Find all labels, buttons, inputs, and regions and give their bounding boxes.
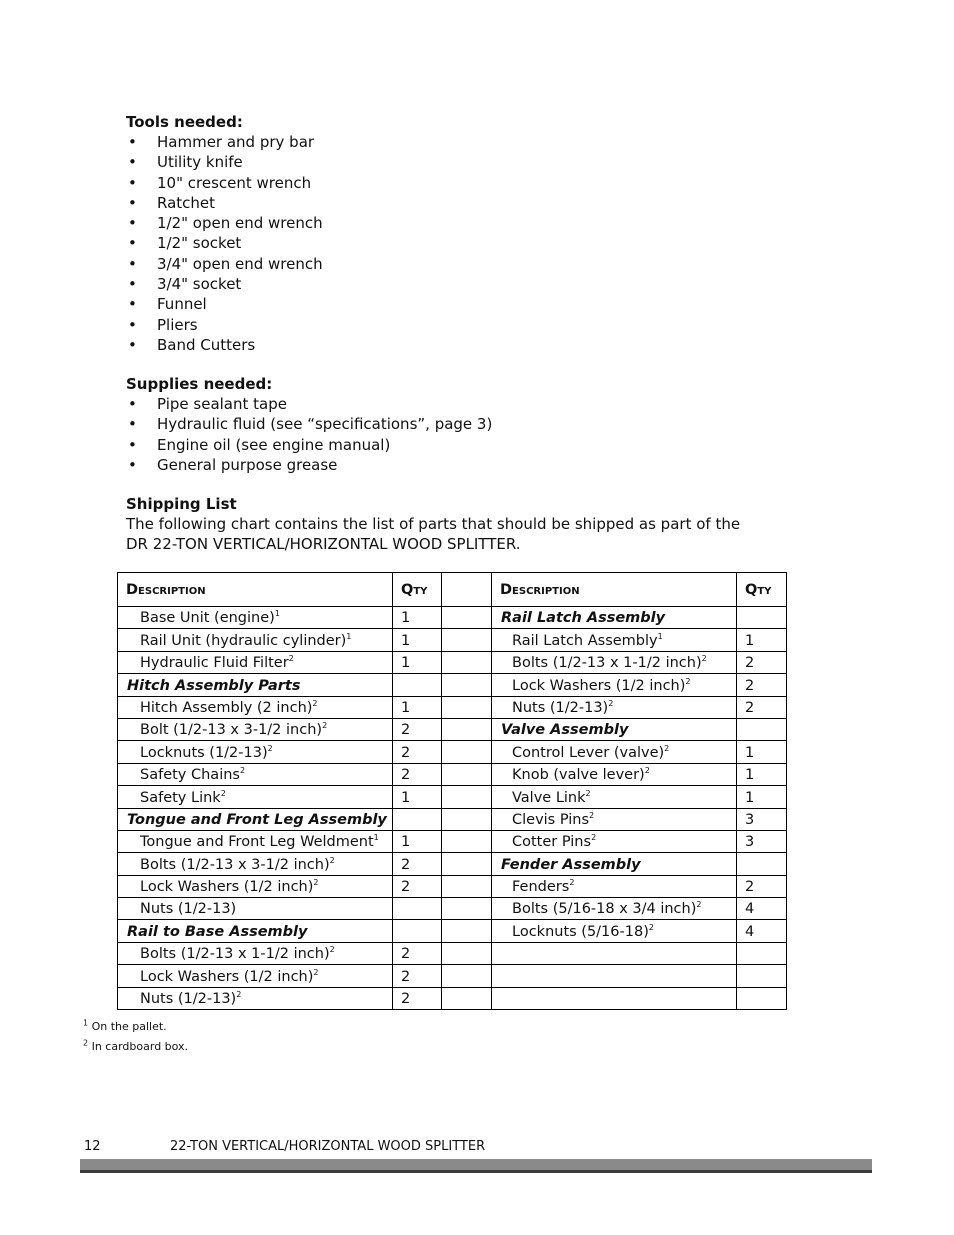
part-name: Bolts (1/2-13 x 3-1/2 inch) xyxy=(140,856,330,873)
column-gap xyxy=(442,920,492,942)
part-name: Lock Washers (1/2 inch) xyxy=(140,968,314,985)
footnote-ref: 2 xyxy=(267,743,273,753)
part-name: Locknuts (5/16-18) xyxy=(512,923,649,940)
part-name: Rail to Base Assembly xyxy=(127,923,308,940)
part-qty: 2 xyxy=(737,875,787,897)
part-name: Bolts (1/2-13 x 1-1/2 inch) xyxy=(512,655,702,672)
shipping-heading: Shipping List xyxy=(126,495,237,513)
footnote-ref: 2 xyxy=(589,811,595,821)
part-name: Lock Washers (1/2 inch) xyxy=(140,879,314,896)
footnote-2-text: In cardboard box. xyxy=(91,1040,189,1053)
tools-list-item: • Hammer and pry bar xyxy=(126,132,323,152)
part-qty xyxy=(737,607,787,629)
column-gap xyxy=(442,898,492,920)
column-gap xyxy=(442,741,492,763)
footnote-1-mark: 1 xyxy=(83,1018,89,1028)
part-qty: 1 xyxy=(737,629,787,651)
part-name: Rail Latch Assembly xyxy=(501,610,666,627)
footnote-ref: 2 xyxy=(664,743,670,753)
part-qty xyxy=(737,718,787,740)
column-gap xyxy=(442,853,492,875)
part-name: Rail Unit (hydraulic cylinder) xyxy=(140,632,347,649)
part-qty: 1 xyxy=(393,651,442,673)
part-description xyxy=(492,875,737,897)
part-description xyxy=(492,629,737,651)
part-description xyxy=(118,965,393,987)
part-description xyxy=(492,987,737,1009)
tools-list-item: • 1/2" socket xyxy=(126,233,323,253)
part-description xyxy=(118,763,393,785)
part-qty: 2 xyxy=(393,763,442,785)
table-row xyxy=(118,607,787,629)
column-gap xyxy=(442,786,492,808)
column-gap xyxy=(442,763,492,785)
part-description xyxy=(492,741,737,763)
table-row xyxy=(118,808,787,830)
part-qty: 1 xyxy=(393,607,442,629)
header-gap xyxy=(442,573,492,607)
part-qty: 2 xyxy=(393,875,442,897)
column-gap xyxy=(442,830,492,852)
footnote-ref: 2 xyxy=(685,676,691,686)
table-header-row xyxy=(118,573,787,607)
footnote-1-text: On the pallet. xyxy=(91,1020,167,1033)
table-row xyxy=(118,674,787,696)
header-description-left: Description xyxy=(118,573,393,607)
table-row xyxy=(118,875,787,897)
table-row xyxy=(118,942,787,964)
table-row xyxy=(118,763,787,785)
part-name: Nuts (1/2-13) xyxy=(140,991,237,1008)
group-heading xyxy=(492,853,737,875)
footnote-2-mark: 2 xyxy=(83,1038,89,1048)
footnote-ref: 2 xyxy=(701,654,707,664)
footnote-ref: 2 xyxy=(239,766,246,776)
footnote-ref: 2 xyxy=(569,878,575,888)
part-qty: 2 xyxy=(393,987,442,1009)
tools-list-item: • Utility knife xyxy=(126,152,323,172)
part-description xyxy=(118,875,393,897)
supplies-list-item: • General purpose grease xyxy=(126,455,492,475)
supplies-list-item: • Pipe sealant tape xyxy=(126,394,492,414)
footnote-ref: 2 xyxy=(329,855,335,865)
tools-list-item: • Pliers xyxy=(126,315,323,335)
part-name: Hydraulic Fluid Filter xyxy=(140,655,289,672)
part-qty: 2 xyxy=(393,853,442,875)
part-name: Knob (valve lever) xyxy=(512,767,645,784)
header-qty-left: Qty xyxy=(393,573,442,607)
part-name: Lock Washers (1/2 inch) xyxy=(512,677,686,694)
part-qty: 1 xyxy=(393,696,442,718)
group-heading xyxy=(118,920,393,942)
part-qty: 2 xyxy=(393,942,442,964)
tools-list-item: • Band Cutters xyxy=(126,335,323,355)
shipping-intro-line-1: The following chart contains the list of parts that should be shipped as part of the xyxy=(126,515,741,533)
part-qty xyxy=(737,987,787,1009)
page-number: 12 xyxy=(84,1139,101,1154)
part-description xyxy=(118,607,393,629)
part-name: Hitch Assembly Parts xyxy=(127,677,301,694)
group-heading xyxy=(492,718,737,740)
shipping-section xyxy=(126,494,740,554)
footnote-ref: 2 xyxy=(312,699,318,709)
part-qty: 1 xyxy=(737,763,787,785)
part-qty xyxy=(737,942,787,964)
part-name: Base Unit (engine) xyxy=(140,610,275,627)
footnote-ref: 2 xyxy=(236,990,242,1000)
footnote-ref: 2 xyxy=(220,788,226,798)
part-description xyxy=(492,763,737,785)
part-description xyxy=(492,942,737,964)
footnote-ref: 2 xyxy=(313,967,319,977)
part-description xyxy=(492,830,737,852)
part-description xyxy=(492,965,737,987)
footnote-2 xyxy=(83,1040,188,1054)
table-row xyxy=(118,696,787,718)
part-description xyxy=(118,830,393,852)
tools-list-item: • Ratchet xyxy=(126,193,323,213)
tools-section xyxy=(126,112,323,355)
table-row xyxy=(118,629,787,651)
tools-list-item: • Funnel xyxy=(126,294,323,314)
supplies-list-item: • Hydraulic fluid (see “specifications”, page 3) xyxy=(126,414,492,434)
part-description xyxy=(492,674,737,696)
table-row xyxy=(118,965,787,987)
part-name: Hitch Assembly (2 inch) xyxy=(140,699,313,716)
part-qty: 1 xyxy=(737,786,787,808)
tools-list-item: • 10" crescent wrench xyxy=(126,173,323,193)
part-name: Bolt (1/2-13 x 3-1/2 inch) xyxy=(140,722,323,739)
table-row xyxy=(118,853,787,875)
part-qty xyxy=(393,808,442,830)
column-gap xyxy=(442,696,492,718)
group-heading xyxy=(492,607,737,629)
part-name: Bolts (1/2-13 x 1-1/2 inch) xyxy=(140,946,330,963)
part-name: Nuts (1/2-13) xyxy=(140,901,237,918)
part-name: Valve Link xyxy=(512,789,586,806)
footnote-ref: 2 xyxy=(696,900,702,910)
part-name: Tongue and Front Leg Weldment xyxy=(140,834,374,851)
shipping-intro-line-2: DR 22-TON VERTICAL/HORIZONTAL WOOD SPLITTER. xyxy=(126,535,521,553)
part-name: Tongue and Front Leg Assembly xyxy=(127,811,387,828)
part-name: Control Lever (valve) xyxy=(512,744,665,761)
part-description xyxy=(492,651,737,673)
part-qty: 2 xyxy=(737,674,787,696)
table-row xyxy=(118,830,787,852)
footnote-ref: 1 xyxy=(346,631,352,641)
column-gap xyxy=(442,808,492,830)
column-gap xyxy=(442,607,492,629)
part-qty xyxy=(737,965,787,987)
part-qty: 2 xyxy=(737,651,787,673)
column-gap xyxy=(442,875,492,897)
table-row xyxy=(118,987,787,1009)
part-name: Bolts (5/16-18 x 3/4 inch) xyxy=(512,901,697,918)
group-heading xyxy=(118,674,393,696)
footnote-ref: 2 xyxy=(288,654,294,664)
part-name: Nuts (1/2-13) xyxy=(512,699,609,716)
part-qty: 2 xyxy=(393,965,442,987)
part-name: Valve Assembly xyxy=(501,722,629,739)
part-description xyxy=(118,987,393,1009)
footnote-ref: 1 xyxy=(274,609,280,619)
part-description xyxy=(118,942,393,964)
supplies-list-item: • Engine oil (see engine manual) xyxy=(126,435,492,455)
table-row xyxy=(118,898,787,920)
part-qty: 1 xyxy=(393,786,442,808)
part-qty: 4 xyxy=(737,920,787,942)
footnote-ref: 2 xyxy=(648,923,654,933)
part-qty: 2 xyxy=(393,718,442,740)
footnote-ref: 2 xyxy=(644,766,650,776)
column-gap xyxy=(442,965,492,987)
part-name: Safety Chains xyxy=(140,767,240,784)
tools-heading: Tools needed: xyxy=(126,113,243,131)
footer-bar xyxy=(80,1159,872,1170)
part-description xyxy=(118,853,393,875)
tools-list-item: • 3/4" open end wrench xyxy=(126,254,323,274)
part-name: Cotter Pins xyxy=(512,834,592,851)
part-qty xyxy=(393,674,442,696)
tools-list-item: • 1/2" open end wrench xyxy=(126,213,323,233)
part-name: Rail Latch Assembly xyxy=(512,632,658,649)
part-name: Clevis Pins xyxy=(512,811,590,828)
table-row xyxy=(118,651,787,673)
part-description xyxy=(118,741,393,763)
part-qty: 3 xyxy=(737,830,787,852)
part-qty: 2 xyxy=(737,696,787,718)
footer-bar-shadow xyxy=(80,1170,872,1173)
part-name: Locknuts (1/2-13) xyxy=(140,744,268,761)
part-qty: 1 xyxy=(737,741,787,763)
header-qty-right: Qty xyxy=(737,573,787,607)
part-description xyxy=(118,629,393,651)
part-description xyxy=(118,718,393,740)
part-qty: 1 xyxy=(393,629,442,651)
footnote-1 xyxy=(83,1020,167,1034)
tools-list-item: • 3/4" socket xyxy=(126,274,323,294)
part-qty: 2 xyxy=(393,741,442,763)
footnote-ref: 1 xyxy=(657,631,663,641)
part-description xyxy=(492,696,737,718)
part-name: Safety Link xyxy=(140,789,221,806)
group-heading xyxy=(118,808,393,830)
part-name: Fenders xyxy=(512,879,570,896)
shipping-table xyxy=(117,572,787,1010)
table-row xyxy=(118,920,787,942)
table-row xyxy=(118,741,787,763)
footnote-ref: 2 xyxy=(313,878,319,888)
part-description xyxy=(492,920,737,942)
part-description xyxy=(492,898,737,920)
part-qty: 4 xyxy=(737,898,787,920)
column-gap xyxy=(442,987,492,1009)
footnote-ref: 2 xyxy=(608,699,614,709)
supplies-heading: Supplies needed: xyxy=(126,375,273,393)
column-gap xyxy=(442,629,492,651)
part-description xyxy=(118,696,393,718)
footer-title: 22-TON VERTICAL/HORIZONTAL WOOD SPLITTER xyxy=(170,1139,486,1154)
supplies-section xyxy=(126,374,492,475)
part-description xyxy=(118,786,393,808)
part-description xyxy=(118,898,393,920)
column-gap xyxy=(442,651,492,673)
part-qty: 3 xyxy=(737,808,787,830)
footnote-ref: 2 xyxy=(591,833,597,843)
part-qty xyxy=(393,898,442,920)
tools-list xyxy=(126,132,323,355)
column-gap xyxy=(442,942,492,964)
table-row xyxy=(118,718,787,740)
part-name: Fender Assembly xyxy=(501,856,641,873)
footnote-ref: 1 xyxy=(373,833,379,843)
part-description xyxy=(492,786,737,808)
part-qty: 1 xyxy=(393,830,442,852)
footnote-ref: 2 xyxy=(585,788,591,798)
table-row xyxy=(118,786,787,808)
part-qty xyxy=(737,853,787,875)
column-gap xyxy=(442,718,492,740)
footnote-ref: 2 xyxy=(329,945,335,955)
part-description xyxy=(492,808,737,830)
supplies-list xyxy=(126,394,492,475)
header-description-right: Description xyxy=(492,573,737,607)
footnote-ref: 2 xyxy=(322,721,328,731)
column-gap xyxy=(442,674,492,696)
part-description xyxy=(118,651,393,673)
part-qty xyxy=(393,920,442,942)
